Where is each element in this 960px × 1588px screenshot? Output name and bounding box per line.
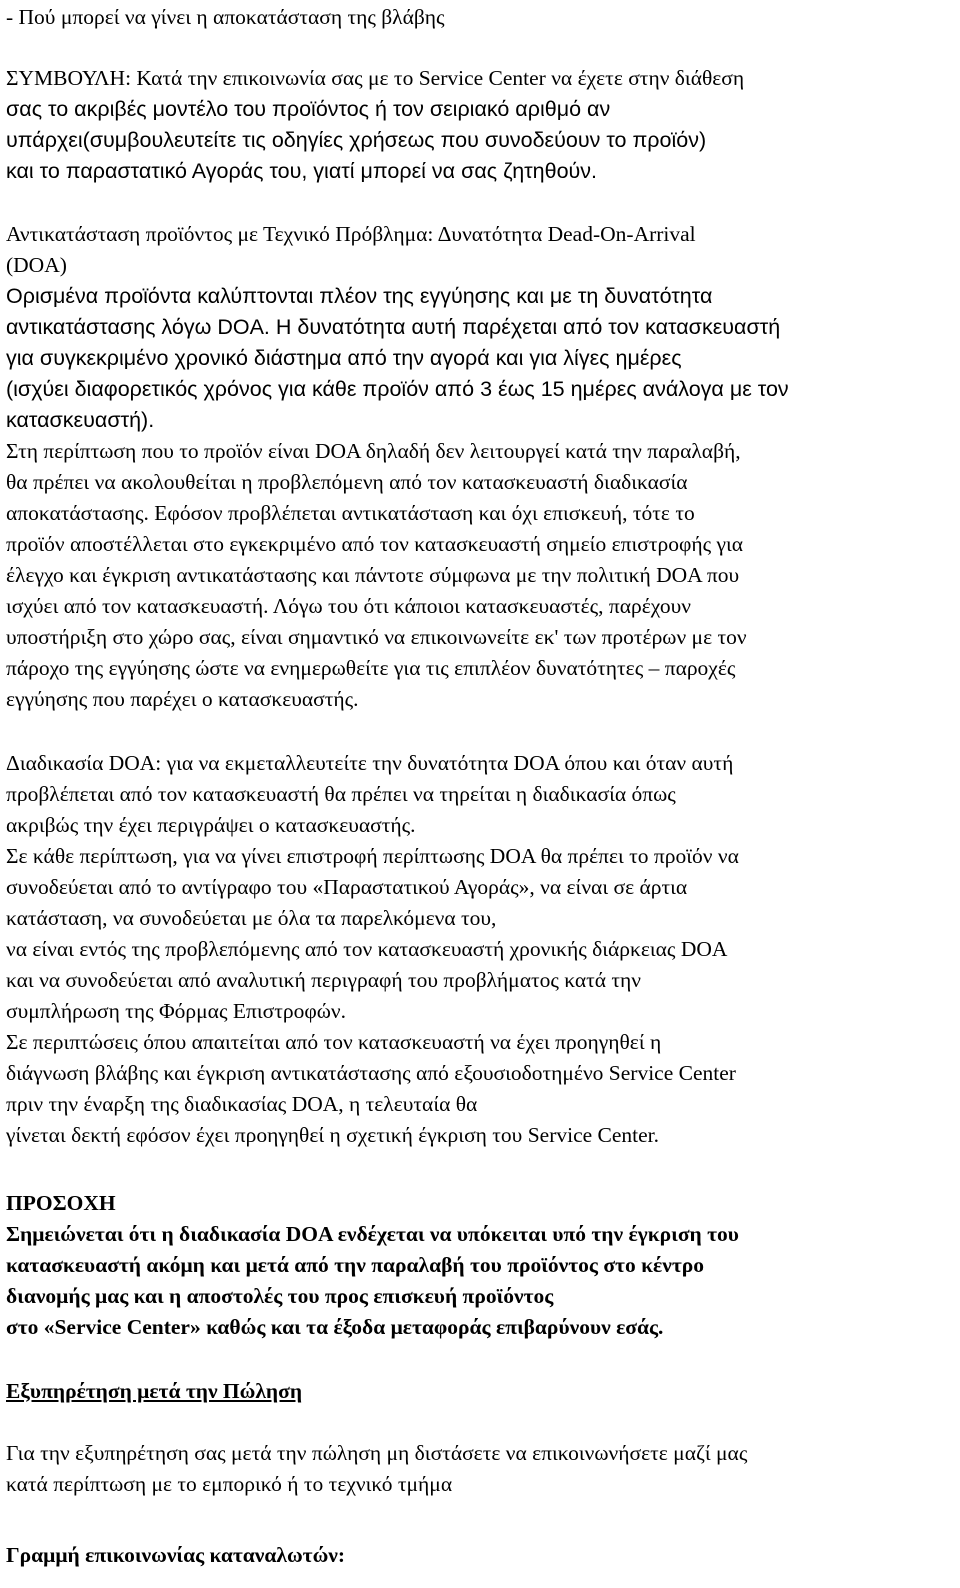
doa-line: θα πρέπει να ακολουθείται η προβλεπόμενη από τον κατασκευαστή διαδικασία: [6, 470, 688, 494]
procedure-line: να είναι εντός της προβλεπόμενης από τον κατασκευαστή χρονικής διάρκειας DOA: [6, 937, 728, 961]
doa-line: κατασκευαστή).: [6, 408, 155, 432]
procedure-line: γίνεται δεκτή εφόσον έχει προηγηθεί η σχετική έγκριση του Service Center.: [6, 1123, 660, 1147]
doa-line: Ορισμένα προϊόντα καλύπτονται πλέον της εγγύησης και με τη δυνατότητα: [6, 284, 713, 308]
doa-line: αποκατάστασης. Εφόσον προβλέπεται αντικατάσταση και όχι επισκευή, τότε το: [6, 501, 695, 525]
procedure-line: Σε περιπτώσεις όπου απαιτείται από τον κατασκευαστή να έχει προηγηθεί η: [6, 1030, 662, 1054]
doa-line: Στη περίπτωση που το προϊόν είναι DOA δηλαδή δεν λειτουργεί κατά την παραλαβή,: [6, 439, 741, 463]
doa-line: έλεγχο και έγκριση αντικατάστασης και πάντοτε σύμφωνα με την πολιτική DOA που: [6, 563, 740, 587]
consumer-line-title: Γραμμή επικοινωνίας καταναλωτών:: [6, 1543, 346, 1567]
procedure-line: συνοδεύεται από το αντίγραφο του «Παραστατικού Αγοράς», να είναι σε άρτια: [6, 875, 688, 899]
caution-line: Σημειώνεται ότι η διαδικασία DOA ενδέχεται να υπόκειται υπό την έγκριση του: [6, 1222, 739, 1246]
procedure-line: Σε κάθε περίπτωση, για να γίνει επιστροφή περίπτωσης DOA θα πρέπει το προϊόν να: [6, 844, 739, 868]
caution-title: ΠΡΟΣΟΧΗ: [6, 1191, 116, 1215]
doa-line: αντικατάστασης λόγω DOA. Η δυνατότητα αυτή παρέχεται από τον κατασκευαστή: [6, 315, 781, 339]
doa-heading: Αντικατάσταση προϊόντος με Τεχνικό Πρόβλημα: Δυνατότητα Dead-On-Arrival: [6, 222, 696, 246]
advice-line: ΣΥΜΒΟΥΛΗ: Κατά την επικοινωνία σας με το Service Center να έχετε στην διάθεση: [6, 66, 745, 90]
procedure-line: και να συνοδεύεται από αναλυτική περιγραφή του προβλήματος κατά την: [6, 968, 642, 992]
advice-line: σας το ακριβές μοντέλο του προϊόντος ή τον σειριακό αριθμό αν: [6, 97, 611, 121]
doa-line: υποστήριξη στο χώρο σας, είναι σημαντικό να επικοινωνείτε εκ' των προτέρων με τον: [6, 625, 747, 649]
advice-line: και το παραστατικό Αγοράς του, γιατί μπορεί να σας ζητηθούν.: [6, 159, 598, 183]
after-sales-title: Εξυπηρέτηση μετά την Πώληση: [6, 1379, 303, 1403]
after-sales-line: κατά περίπτωση με το εμπορικό ή το τεχνικό τμήμα: [6, 1472, 453, 1496]
doa-line: για συγκεκριμένο χρονικό διάστημα από την αγορά και για λίγες ημέρες: [6, 346, 682, 370]
doa-line: προϊόν αποστέλλεται στο εγκεκριμένο από τον κατασκευαστή σημείο επιστροφής για: [6, 532, 744, 556]
doa-heading-cont: (DOA): [6, 253, 67, 277]
procedure-line: πριν την έναρξη της διαδικασίας DOA, η τελευταία θα: [6, 1092, 478, 1116]
after-sales-line: Για την εξυπηρέτηση σας μετά την πώληση μη διστάσετε να επικοινωνήσετε μαζί μας: [6, 1441, 748, 1465]
procedure-line: κατάσταση, να συνοδεύεται με όλα τα παρελκόμενα του,: [6, 906, 497, 930]
procedure-line: διάγνωση βλάβης και έγκριση αντικατάστασης από εξουσιοδοτημένο Service Center: [6, 1061, 736, 1085]
caution-line: κατασκευαστή ακόμη και μετά από την παραλαβή του προϊόντος στο κέντρο: [6, 1253, 704, 1277]
advice-line: υπάρχει(συμβουλευτείτε τις οδηγίες χρήσεως που συνοδεύουν το προϊόν): [6, 128, 707, 152]
caution-line: διανομής μας και η αποστολές του προς επισκευή προϊόντος: [6, 1284, 554, 1308]
doa-line: (ισχύει διαφορετικός χρόνος για κάθε προϊόν από 3 έως 15 ημέρες ανάλογα με τον: [6, 377, 789, 401]
caution-line: στο «Service Center» καθώς και τα έξοδα μεταφοράς επιβαρύνουν εσάς.: [6, 1315, 664, 1339]
procedure-line: Διαδικασία DOA: για να εκμεταλλευτείτε την δυνατότητα DOA όπου και όταν αυτή: [6, 751, 734, 775]
doa-line: πάροχο της εγγύησης ώστε να ενημερωθείτε για τις επιπλέον δυνατότητες – παροχές: [6, 656, 736, 680]
doa-line: ισχύει από τον κατασκευαστή. Λόγω του ότι κάποιοι κατασκευαστές, παρέχουν: [6, 594, 691, 618]
doa-line: εγγύησης που παρέχει ο κατασκευαστής.: [6, 687, 359, 711]
procedure-line: συμπλήρωση της Φόρμας Επιστροφών.: [6, 999, 346, 1023]
procedure-line: ακριβώς την έχει περιγράψει ο κατασκευαστής.: [6, 813, 416, 837]
procedure-line: προβλέπεται από τον κατασκευαστή θα πρέπει να τηρείται η διαδικασία όπως: [6, 782, 676, 806]
question-item: - Πού μπορεί να γίνει η αποκατάσταση της βλάβης: [6, 5, 445, 29]
